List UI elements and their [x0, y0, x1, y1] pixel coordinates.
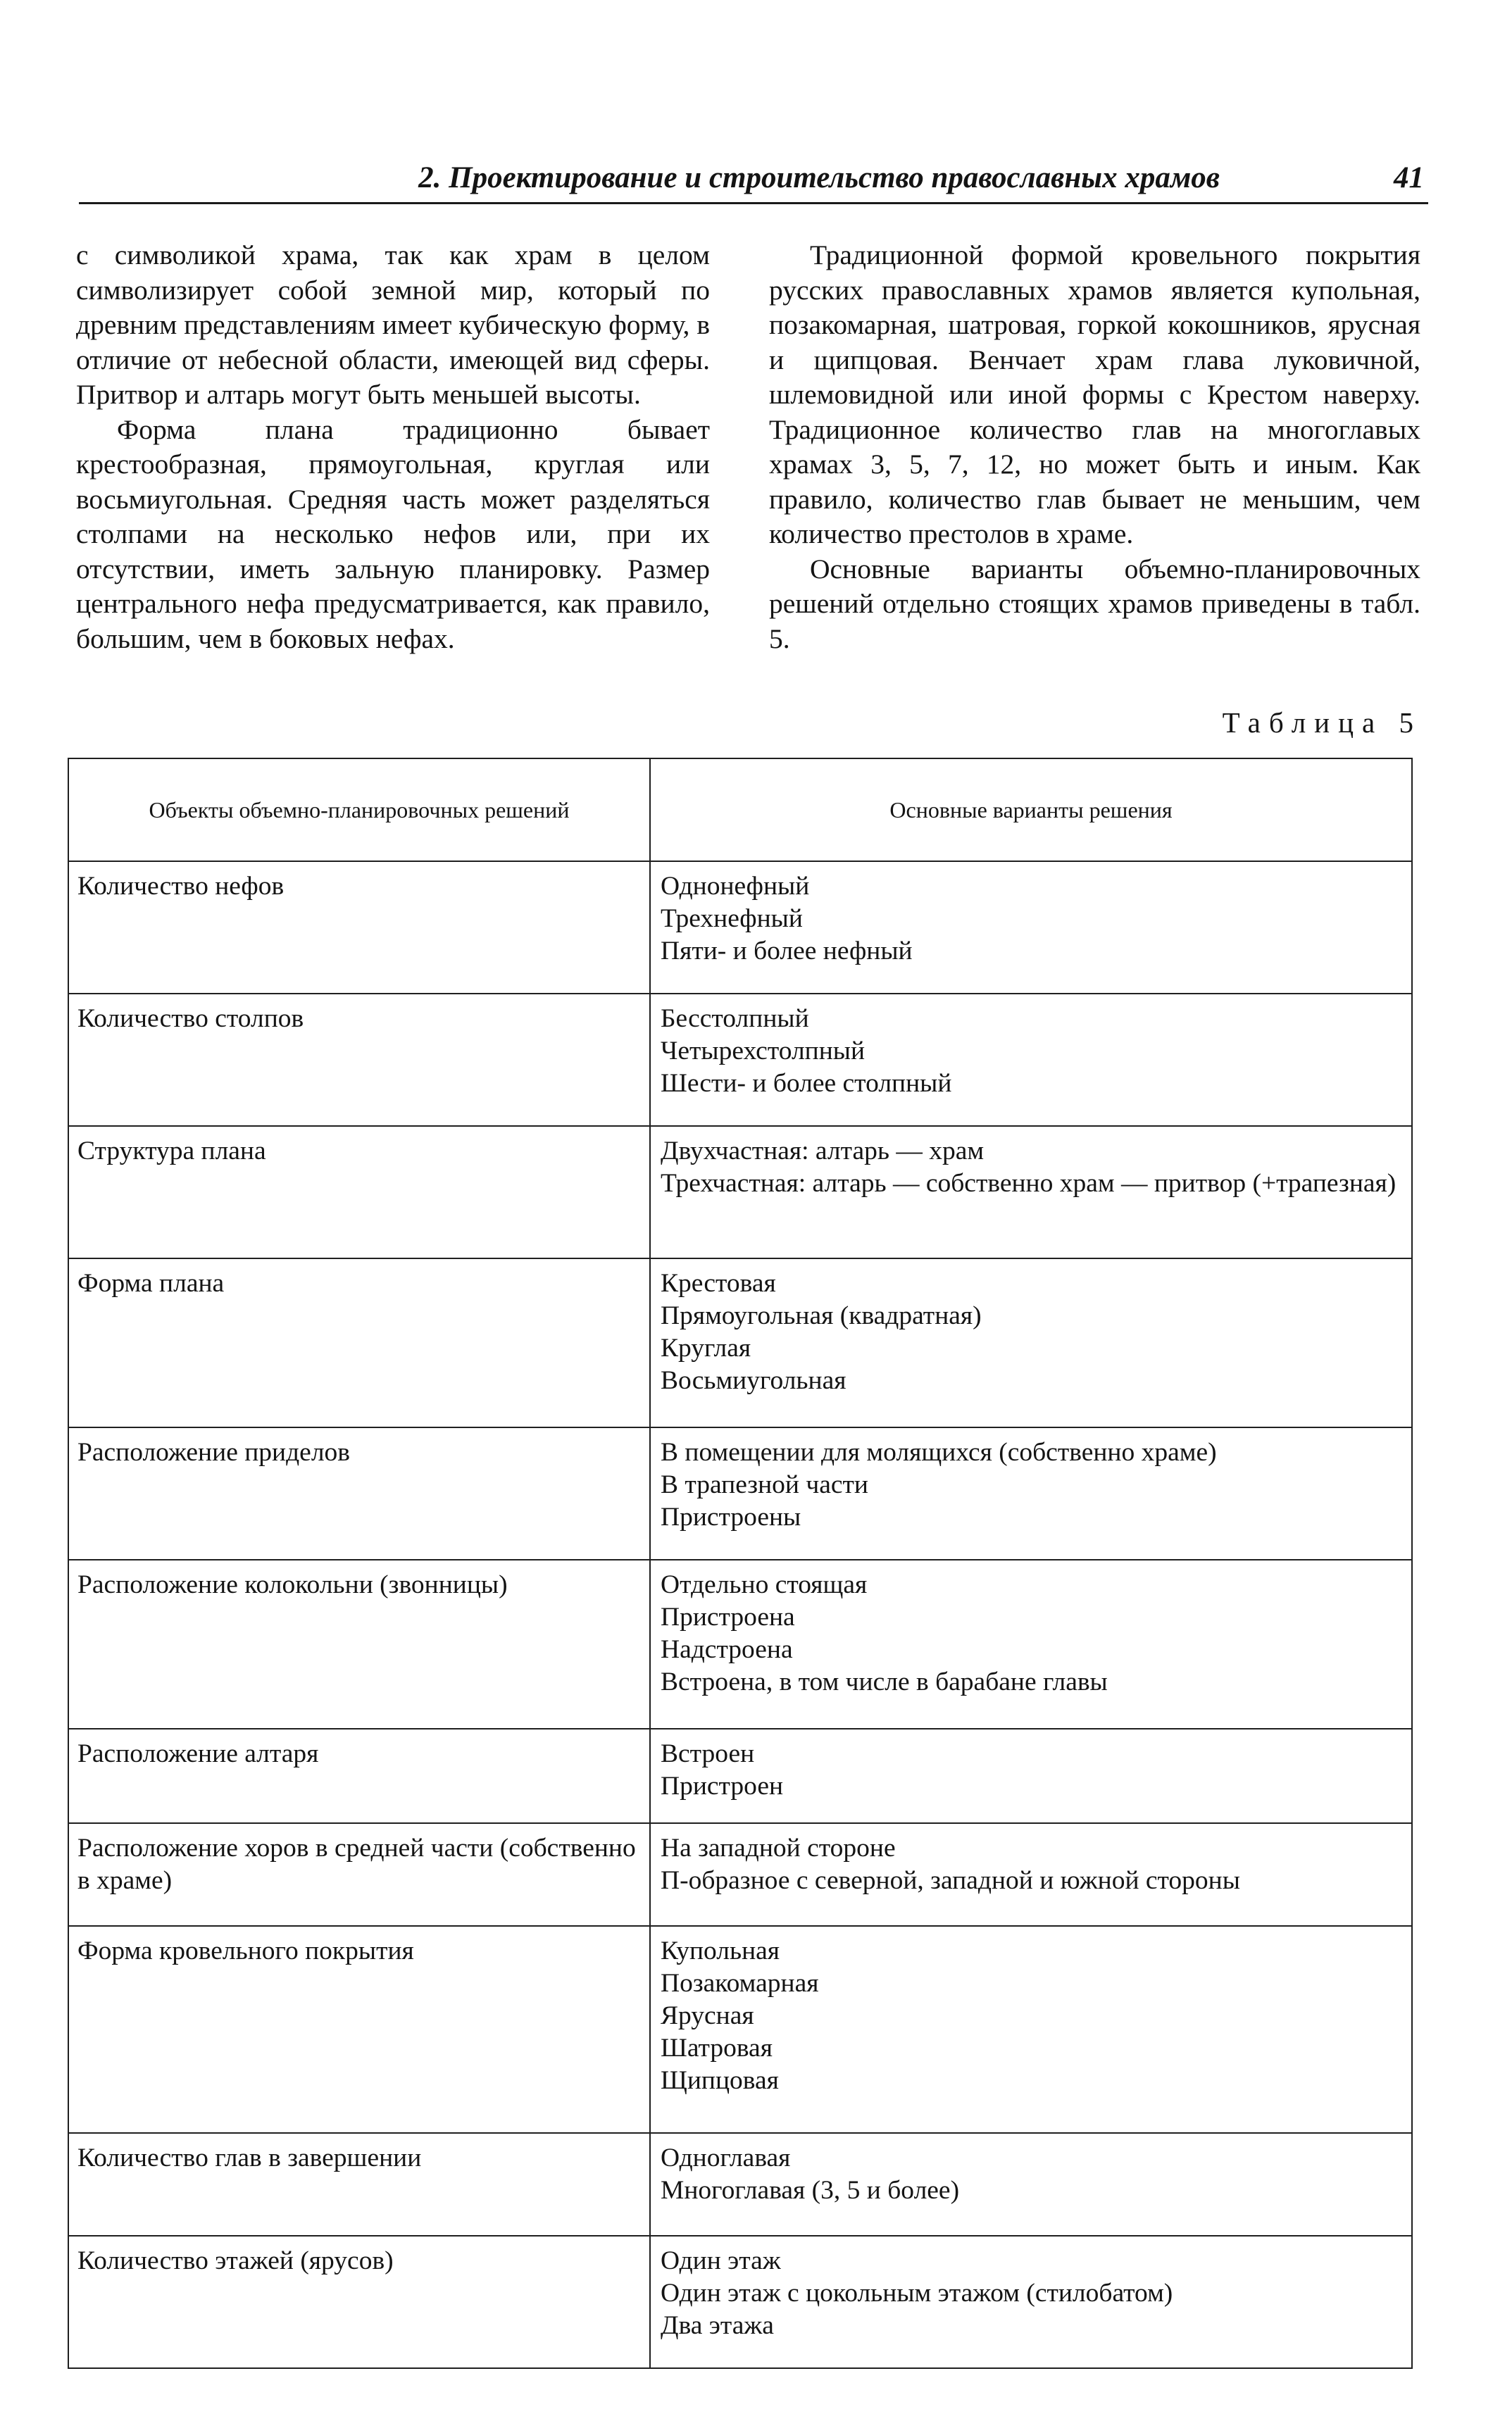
object-label: Структура плана — [77, 1137, 266, 1165]
variant-item: Шести- и более столпный — [661, 1069, 952, 1098]
object-cell — [68, 1126, 650, 1258]
variant-item: Четырехстолпный — [661, 1037, 866, 1065]
table-row — [68, 1427, 1412, 1560]
solutions-table — [68, 758, 1413, 2369]
variants-cell — [650, 861, 1412, 994]
object-label: Расположение алтаря — [77, 1739, 319, 1768]
table-row — [68, 861, 1412, 994]
table-row — [68, 1258, 1412, 1427]
variant-item: Двухчастная: алтарь — храм — [661, 1137, 985, 1165]
left-text-column — [76, 238, 710, 656]
object-label: Расположение колокольни (звонницы) — [77, 1570, 508, 1599]
object-cell — [68, 2236, 650, 2368]
variants-cell — [650, 1729, 1412, 1823]
variants-cell — [650, 1823, 1412, 1926]
variants-cell — [650, 1926, 1412, 2133]
object-cell — [68, 1560, 650, 1729]
left-paragraph-2: Форма плана традиционно бывает крестообразная, прямоугольная, круглая или восьмиугольная. Средняя часть может разделяться столпами на несколько нефов или, при их отсутствии, иметь зальную планировку. Размер центрального нефа предусматривается, как правило, большим, чем в боковых нефах. — [76, 413, 710, 654]
variant-item: Пристроены — [661, 1503, 801, 1532]
variant-item: Купольная — [661, 1937, 780, 1965]
variant-item: Восьмиугольная — [661, 1366, 846, 1395]
variant-item: Трехнефный — [661, 904, 803, 933]
right-paragraph-2: Основные варианты объемно-планировочных решений отдельно стоящих храмов приведены в табл. 5. — [769, 553, 1420, 654]
object-cell — [68, 1926, 650, 2133]
object-cell — [68, 2133, 650, 2236]
variant-item: Шатровая — [661, 2034, 773, 2063]
object-label: Форма кровельного покрытия — [77, 1937, 414, 1965]
variant-item: Однонефный — [661, 872, 810, 901]
object-label: Количество глав в завершении — [77, 2144, 422, 2172]
variant-item: Щипцовая — [661, 2066, 779, 2095]
variants-cell — [650, 1427, 1412, 1560]
table-row — [68, 1729, 1412, 1823]
variants-cell — [650, 2133, 1412, 2236]
object-label: Количество этажей (ярусов) — [77, 2246, 394, 2275]
variant-item: На западной стороне — [661, 1834, 896, 1863]
variant-item: Отдельно стоящая — [661, 1570, 868, 1599]
table-row — [68, 1126, 1412, 1258]
header-variants: Основные варианты решения — [650, 758, 1412, 861]
object-label: Расположение хоров в средней части (собственно в храме) — [77, 1834, 636, 1895]
variant-item: П-образное с северной, западной и южной стороны — [661, 1866, 1240, 1895]
variant-item: Встроена, в том числе в барабане главы — [661, 1668, 1108, 1696]
variant-item: Пяти- и более нефный — [661, 937, 913, 965]
table-row — [68, 2236, 1412, 2368]
variant-item: Бесстолпный — [661, 1004, 809, 1033]
variant-item: Позакомарная — [661, 1969, 819, 1998]
variant-item: Пристроен — [661, 1772, 784, 1801]
variant-item: В трапезной части — [661, 1470, 868, 1499]
variant-item: Два этажа — [661, 2311, 774, 2340]
variant-item: Прямоугольная (квадратная) — [661, 1301, 982, 1330]
object-cell — [68, 1427, 650, 1560]
object-cell — [68, 994, 650, 1126]
object-label: Количество столпов — [77, 1004, 304, 1033]
object-label: Количество нефов — [77, 872, 285, 901]
variants-cell — [650, 1258, 1412, 1427]
variant-item: В помещении для молящихся (собственно храме) — [661, 1438, 1217, 1467]
variant-item: Многоглавая (3, 5 и более) — [661, 2176, 960, 2205]
variant-item: Одноглавая — [661, 2144, 791, 2172]
table-row — [68, 1823, 1412, 1926]
table-header-row — [68, 758, 1412, 861]
variant-item: Ярусная — [661, 2001, 754, 2030]
left-paragraph-1: с символикой храма, так как храм в целом символизирует собой земной мир, который по древним представлениям имеет кубическую форму, в отличие от небесной области, имеющей вид сферы. Притвор и алтарь могут быть меньшей высоты. — [76, 239, 710, 410]
object-cell — [68, 1729, 650, 1823]
right-paragraph-1: Традиционной формой кровельного покрытия русских православных храмов является купольная, позакомарная, шатровая, горкой кокошников, ярусная и щипцовая. Венчает храм глава луковичной, шлемовидной или иной формы с Крестом наверху. Традиционное количество глав на многоглавых храмах 3, 5, 7, 12, но может быть и иным. Как правило, количество глав бывает не меньшим, чем количество престолов в храме. — [769, 239, 1420, 549]
right-text-column — [769, 238, 1420, 656]
object-cell — [68, 1823, 650, 1926]
running-header — [79, 158, 1428, 204]
variants-cell — [650, 2236, 1412, 2368]
variant-item: Надстроена — [661, 1635, 793, 1664]
object-label: Форма плана — [77, 1269, 225, 1298]
table-row — [68, 1926, 1412, 2133]
variant-item: Один этаж — [661, 2246, 781, 2275]
page-number: 41 — [1394, 161, 1424, 194]
variants-cell — [650, 994, 1412, 1126]
object-label: Расположение приделов — [77, 1438, 350, 1467]
chapter-title: 2. Проектирование и строительство православных храмов — [418, 161, 1220, 194]
table-row — [68, 994, 1412, 1126]
table-body — [68, 861, 1412, 2368]
header-objects: Объекты объемно-планировочных решений — [68, 758, 650, 861]
variant-item: Один этаж с цокольным этажом (стилобатом) — [661, 2279, 1173, 2308]
object-cell — [68, 861, 650, 994]
table-row — [68, 1560, 1412, 1729]
object-cell — [68, 1258, 650, 1427]
variant-item: Пристроена — [661, 1603, 795, 1632]
table-caption: Таблица 5 — [1222, 706, 1422, 739]
table-row — [68, 2133, 1412, 2236]
variant-item: Крестовая — [661, 1269, 776, 1298]
variants-cell — [650, 1126, 1412, 1258]
variant-item: Круглая — [661, 1334, 751, 1363]
variant-item: Встроен — [661, 1739, 755, 1768]
variant-item: Трехчастная: алтарь — собственно храм — притвор (+трапезная) — [661, 1169, 1397, 1198]
variants-cell — [650, 1560, 1412, 1729]
